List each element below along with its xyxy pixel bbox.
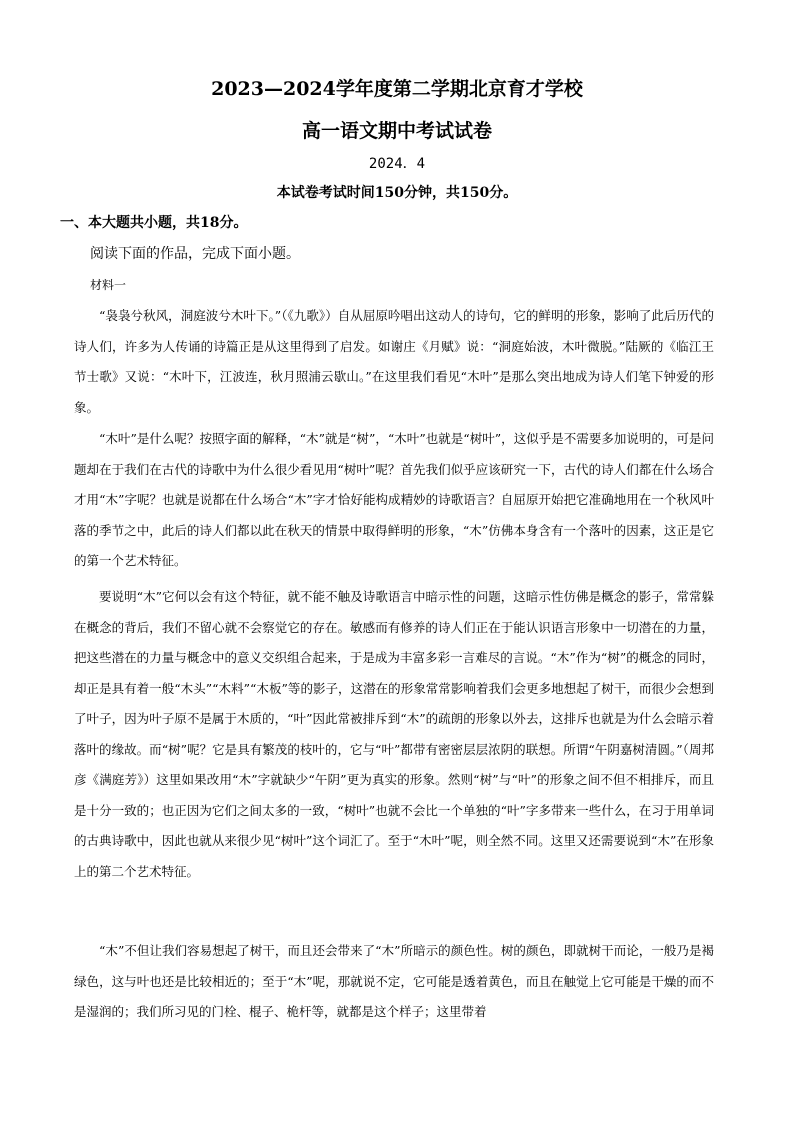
exam-title-line1: 2023—2024学年度第二学期北京育才学校: [211, 78, 583, 100]
paragraph-1: [74, 301, 714, 423]
reading-instruction: 阅读下面的作品，完成下面小题。: [90, 245, 300, 261]
paragraph-text: “木”不但让我们容易想起了树干，而且还会带来了“木”所暗示的颜色性。树的颜色，即就树干而论，一般乃是褐绿色，这与叶也还是比较相近的；至于“木”呢，那就说不定，它可能是透着黄色，而且在触觉上它可能是干燥的而不是湿润的；我们所习见的门栓、棍子、桅杆等，就都是这个样子；这里带着: [74, 943, 714, 1019]
exam-time-note: 本试卷考试时间150分钟，共150分。: [276, 185, 518, 201]
material-label: 材料一: [90, 278, 127, 292]
paragraph-text: “木叶”是什么呢？按照字面的解释，“木”就是“树”，“木叶”也就是“树叶”，这似乎是不需要多加说明的，可是问题却在于我们在古代的诗歌中为什么很少看见用“树叶”呢？首先我们似乎应该研究一下，古代的诗人们都在什么场合才用“木”字呢？也就是说都在什么场合“木”字才恰好能构成精妙的诗歌语言？自屈原开始把它准确地用在一个秋风叶落的季节之中，此后的诗人们都以此在秋天的情景中取得鲜明的形象，“木”仿佛本身含有一个落叶的因素，这正是它的第一个艺术特征。: [74, 431, 714, 568]
exam-date: 2024．4: [368, 156, 426, 172]
paragraph-3: [74, 582, 714, 887]
section-heading: 一、本大题共小题，共18分。: [60, 215, 248, 231]
paragraph-4: [74, 936, 714, 1028]
paragraph-2: [74, 424, 714, 577]
exam-title-line2: 高一语文期中考试试卷: [301, 120, 492, 142]
paragraph-text: “袅袅兮秋风，洞庭波兮木叶下。”（《九歌》）自从屈原吟唱出这动人的诗句，它的鲜明的形象，影响了此后历代的诗人们，许多为人传诵的诗篇正是从这里得到了启发。如谢庄《月赋》说：“洞庭始波，木叶微脱。”陆厥的《临江王节士歌》又说：“木叶下，江波连，秋月照浦云歇山。”在这里我们看见“木叶”是那么突出地成为诗人们笔下钟爱的形象。: [74, 308, 714, 415]
paragraph-text: 要说明“木”它何以会有这个特征，就不能不触及诗歌语言中暗示性的问题，这暗示性仿佛是概念的影子，常常躲在概念的背后，我们不留心就不会察觉它的存在。敏感而有修养的诗人们正在于能认识语言形象中一切潜在的力量，把这些潜在的力量与概念中的意义交织组合起来，于是成为丰富多彩一言难尽的言说。“木”作为“树”的概念的同时，却正是具有着一般“木头”“木料”“木板”等的影子，这潜在的形象常常影响着我们会更多地想起了树干，而很少会想到了叶子，因为叶子原不是属于木质的，“叶”因此常被排斥到“木”的疏朗的形象以外去，这排斥也就是为什么会暗示着落叶的缘故。而“树”呢？它是具有繁茂的枝叶的，它与“叶”都带有密密层层浓阴的联想。所谓“午阴嘉树清圆。”（周邦彦《满庭芳》）这里如果改用“木”字就缺少“午阴”更为真实的形象。然则“树”与“叶”的形象之间不但不相排斥，而且是十分一致的；也正因为它们之间太多的一致，“树叶”也就不会比一个单独的“叶”字多带来一些什么，在习于用单词的古典诗歌中，因此也就从来很少见“树叶”这个词汇了。至于“木叶”呢，则全然不同。这里又还需要说到“木”在形象上的第二个艺术特征。: [74, 589, 714, 879]
